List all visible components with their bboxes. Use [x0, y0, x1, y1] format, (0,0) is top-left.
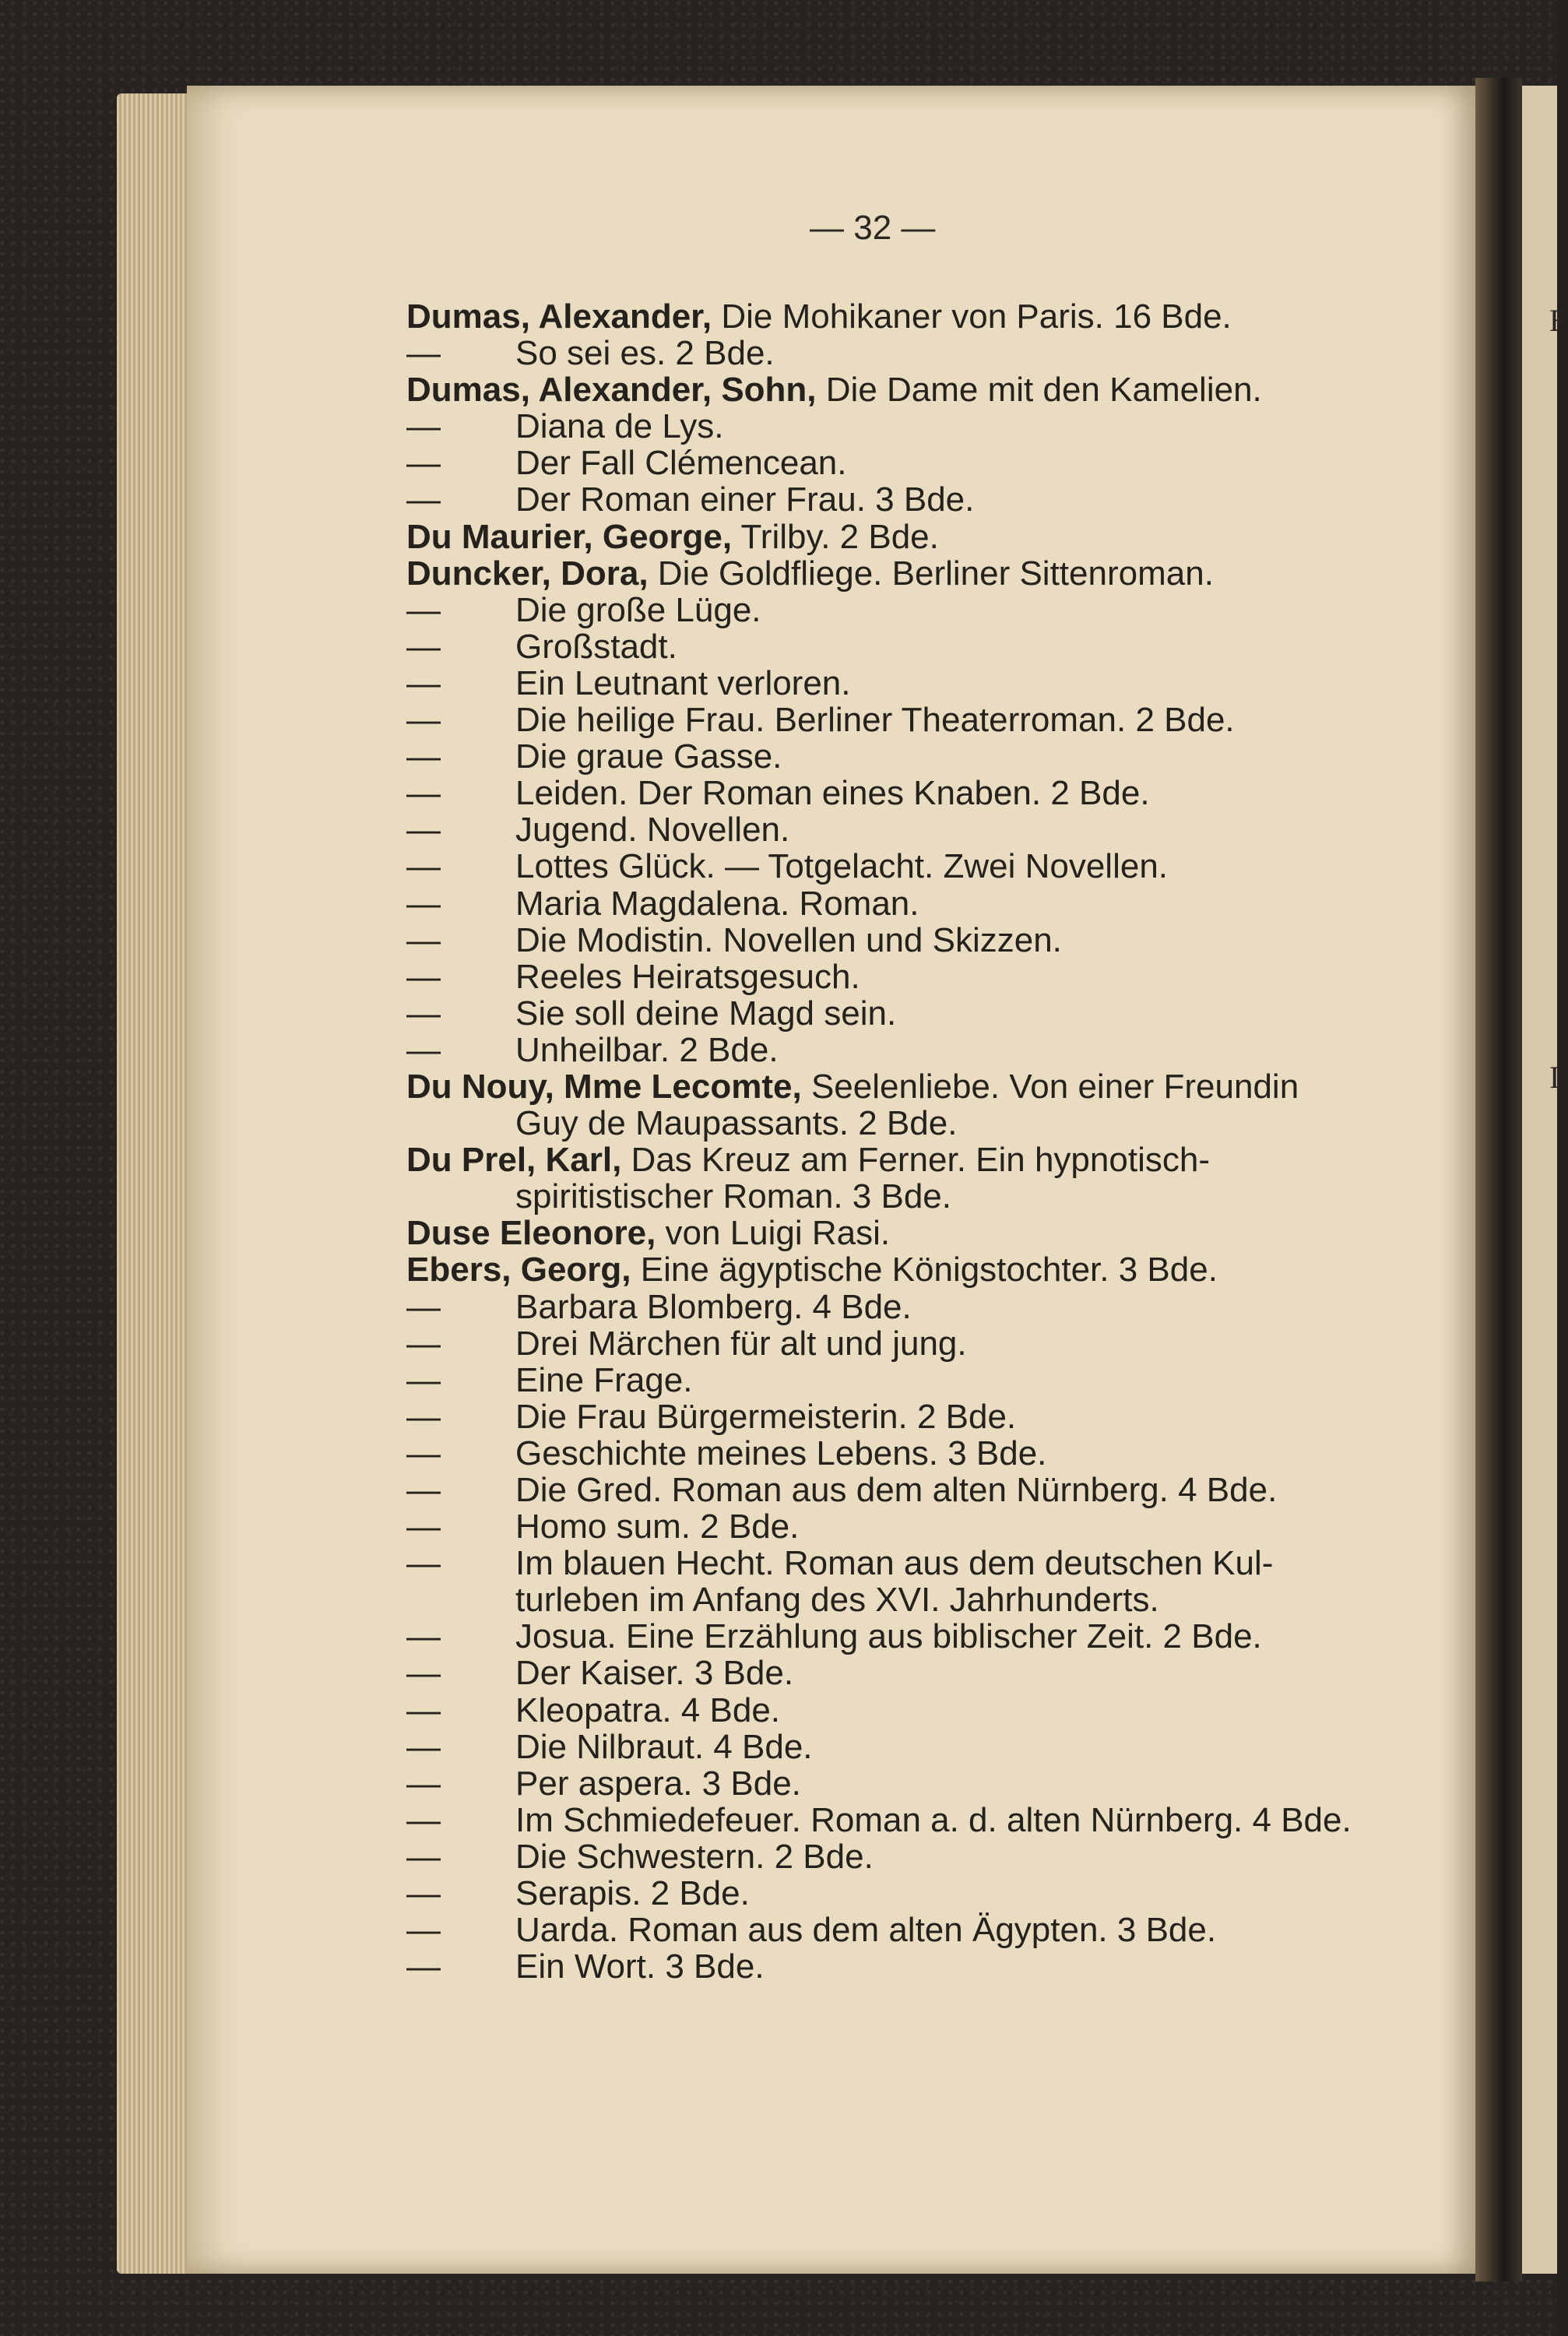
title-text: Ein Leutnant verloren.	[515, 663, 851, 702]
catalog-entry	[406, 1581, 1442, 1618]
author-name: Dumas, Alexander,	[406, 297, 712, 336]
continuation-text: Guy de Maupassants. 2 Bde.	[515, 1104, 958, 1143]
title-text: Uarda. Roman aus dem alten Ägypten. 3 Bde.	[515, 1911, 1217, 1950]
ditto-dash: —	[406, 701, 441, 740]
title-text: Eine ägyptische Königstochter. 3 Bde.	[640, 1251, 1218, 1289]
title-text: Großstadt.	[515, 627, 677, 666]
catalog-entry	[406, 738, 1442, 775]
continuation-text: turleben im Anfang des XVI. Jahrhunderts.	[515, 1581, 1159, 1620]
author-name: Duncker, Dora,	[406, 554, 649, 593]
author-name: Dumas, Alexander, Sohn,	[406, 371, 817, 410]
next-page-edge	[1522, 86, 1560, 2274]
title-text: So sei es. 2 Bde.	[515, 334, 775, 373]
ditto-dash: —	[406, 663, 441, 702]
ditto-dash: —	[406, 994, 441, 1033]
catalog-entry	[406, 1289, 1442, 1325]
catalog-entry	[406, 1765, 1442, 1802]
ditto-dash: —	[406, 847, 441, 886]
title-text: Unheilbar. 2 Bde.	[515, 1030, 779, 1069]
title-text: Die Frau Bürgermeisterin. 2 Bde.	[515, 1397, 1017, 1436]
title-text: Das Kreuz am Ferner. Ein hypnotisch-	[631, 1141, 1210, 1180]
next-page-fragment: E	[1549, 303, 1568, 338]
title-text: Trilby. 2 Bde.	[740, 517, 939, 556]
title-text: Die Modistin. Novellen und Skizzen.	[515, 920, 1062, 959]
title-text: Im blauen Hecht. Roman aus dem deutschen Kul-	[515, 1544, 1274, 1583]
ditto-dash: —	[406, 1911, 441, 1950]
title-text: Sie soll deine Magd sein.	[515, 994, 897, 1033]
title-text: Maria Magdalena. Roman.	[515, 884, 919, 923]
catalog-entry	[406, 1729, 1442, 1765]
catalog-entry	[406, 1398, 1442, 1435]
ditto-dash: —	[406, 884, 441, 923]
ditto-dash: —	[406, 1287, 441, 1326]
catalog-entry	[406, 592, 1442, 628]
title-text: Leiden. Der Roman eines Knaben. 2 Bde.	[515, 774, 1150, 813]
ditto-dash: —	[406, 920, 441, 959]
ditto-dash: —	[406, 1360, 441, 1399]
catalog-entry	[406, 1362, 1442, 1398]
title-text: Die Goldfliege. Berliner Sittenroman.	[657, 554, 1214, 593]
ditto-dash: —	[406, 407, 441, 446]
author-name: Du Nouy, Mme Lecomte,	[406, 1067, 802, 1106]
ditto-dash: —	[406, 1764, 441, 1803]
catalog-entry	[406, 1838, 1442, 1875]
title-text: Der Fall Clémencean.	[515, 444, 847, 483]
title-text: Die Nilbraut. 4 Bde.	[515, 1727, 813, 1766]
catalog-entry	[406, 1032, 1442, 1068]
catalog-entry	[406, 1472, 1442, 1508]
catalog-entry	[406, 1105, 1442, 1142]
catalog-entry	[406, 1435, 1442, 1472]
title-text: Serapis. 2 Bde.	[515, 1874, 750, 1913]
catalog-entry	[406, 922, 1442, 959]
ditto-dash: —	[406, 1874, 441, 1913]
ditto-dash: —	[406, 1471, 441, 1509]
ditto-dash: —	[406, 1727, 441, 1766]
title-text: Ein Wort. 3 Bde.	[515, 1947, 765, 1986]
title-text: Barbara Blomberg. 4 Bde.	[515, 1287, 912, 1326]
title-text: Drei Märchen für alt und jung.	[515, 1324, 967, 1363]
title-text: Per aspera. 3 Bde.	[515, 1764, 801, 1803]
ditto-dash: —	[406, 1507, 441, 1546]
title-text: Die Dame mit den Kamelien.	[825, 371, 1262, 410]
title-text: Der Kaiser. 3 Bde.	[515, 1654, 794, 1693]
title-text: Jugend. Novellen.	[515, 811, 790, 850]
ditto-dash: —	[406, 480, 441, 519]
ditto-dash: —	[406, 590, 441, 629]
title-text: Kleopatra. 4 Bde.	[515, 1690, 781, 1729]
ditto-dash: —	[406, 1434, 441, 1472]
catalog-entries	[406, 298, 1442, 1985]
ditto-dash: —	[406, 1324, 441, 1363]
ditto-dash: —	[406, 774, 441, 813]
catalog-entry	[406, 811, 1442, 848]
catalog-entry	[406, 995, 1442, 1032]
catalog-entry	[406, 481, 1442, 518]
title-text: Der Roman einer Frau. 3 Bde.	[515, 480, 975, 519]
ditto-dash: —	[406, 334, 441, 373]
ditto-dash: —	[406, 811, 441, 850]
catalog-entry	[406, 848, 1442, 885]
ditto-dash: —	[406, 1654, 441, 1693]
ditto-dash: —	[406, 737, 441, 776]
author-name: Du Prel, Karl,	[406, 1141, 622, 1180]
title-text: Eine Frage.	[515, 1360, 693, 1399]
catalog-entry	[406, 1215, 1442, 1251]
catalog-entry	[406, 1178, 1442, 1215]
title-text: Die Mohikaner von Paris. 16 Bde.	[721, 297, 1232, 336]
ditto-dash: —	[406, 627, 441, 666]
catalog-entry	[406, 665, 1442, 702]
ditto-dash: —	[406, 1800, 441, 1839]
ditto-dash: —	[406, 1947, 441, 1986]
title-text: Die heilige Frau. Berliner Theaterroman. 2 Bde.	[515, 701, 1235, 740]
title-text: Reeles Heiratsgesuch.	[515, 957, 860, 996]
catalog-entry	[406, 1875, 1442, 1912]
catalog-entry	[406, 408, 1442, 445]
title-text: Diana de Lys.	[515, 407, 724, 446]
ditto-dash: —	[406, 957, 441, 996]
title-text: Die graue Gasse.	[515, 737, 782, 776]
title-text: Seelenliebe. Von einer Freundin	[810, 1067, 1299, 1106]
catalog-entry	[406, 335, 1442, 371]
title-text: Im Schmiedefeuer. Roman a. d. alten Nürnberg. 4 Bde.	[515, 1800, 1352, 1839]
catalog-entry	[406, 445, 1442, 481]
catalog-entry	[406, 885, 1442, 922]
catalog-entry	[406, 702, 1442, 738]
ditto-dash: —	[406, 444, 441, 483]
page-number: — 32 —	[810, 209, 936, 247]
catalog-entry	[406, 298, 1442, 335]
ditto-dash: —	[406, 1617, 441, 1656]
catalog-entry	[406, 1545, 1442, 1581]
title-text: Homo sum. 2 Bde.	[515, 1507, 800, 1546]
catalog-entry	[406, 628, 1442, 665]
catalog-entry	[406, 1692, 1442, 1729]
catalog-entry	[406, 775, 1442, 811]
author-name: Duse Eleonore,	[406, 1214, 656, 1253]
title-text: Geschichte meines Lebens. 3 Bde.	[515, 1434, 1047, 1472]
title-text: Die Schwestern. 2 Bde.	[515, 1837, 874, 1876]
catalog-entry	[406, 1508, 1442, 1545]
catalog-entry	[406, 1618, 1442, 1655]
title-text: Lottes Glück. — Totgelacht. Zwei Novellen.	[515, 847, 1169, 886]
next-page-fragment: I	[1549, 1060, 1560, 1095]
title-text: Josua. Eine Erzählung aus biblischer Zeit. 2 Bde.	[515, 1617, 1262, 1656]
title-text: Die Gred. Roman aus dem alten Nürnberg. 4 Bde.	[515, 1471, 1278, 1509]
catalog-entry	[406, 1068, 1442, 1105]
catalog-entry	[406, 1142, 1442, 1178]
catalog-entry	[406, 555, 1442, 592]
title-text: Die große Lüge.	[515, 590, 761, 629]
catalog-entry	[406, 1325, 1442, 1362]
catalog-entry	[406, 1912, 1442, 1948]
title-text: von Luigi Rasi.	[665, 1214, 891, 1253]
author-name: Du Maurier, George,	[406, 517, 733, 556]
catalog-entry	[406, 1948, 1442, 1985]
author-name: Ebers, Georg,	[406, 1251, 631, 1289]
book-gutter	[1475, 78, 1522, 2281]
catalog-entry	[406, 959, 1442, 995]
continuation-text: spiritistischer Roman. 3 Bde.	[515, 1177, 951, 1216]
catalog-entry	[406, 1802, 1442, 1838]
ditto-dash: —	[406, 1544, 441, 1583]
catalog-entry	[406, 1251, 1442, 1288]
ditto-dash: —	[406, 1837, 441, 1876]
ditto-dash: —	[406, 1690, 441, 1729]
catalog-entry	[406, 519, 1442, 555]
ditto-dash: —	[406, 1397, 441, 1436]
catalog-entry	[406, 1655, 1442, 1691]
catalog-entry	[406, 371, 1442, 408]
ditto-dash: —	[406, 1030, 441, 1069]
